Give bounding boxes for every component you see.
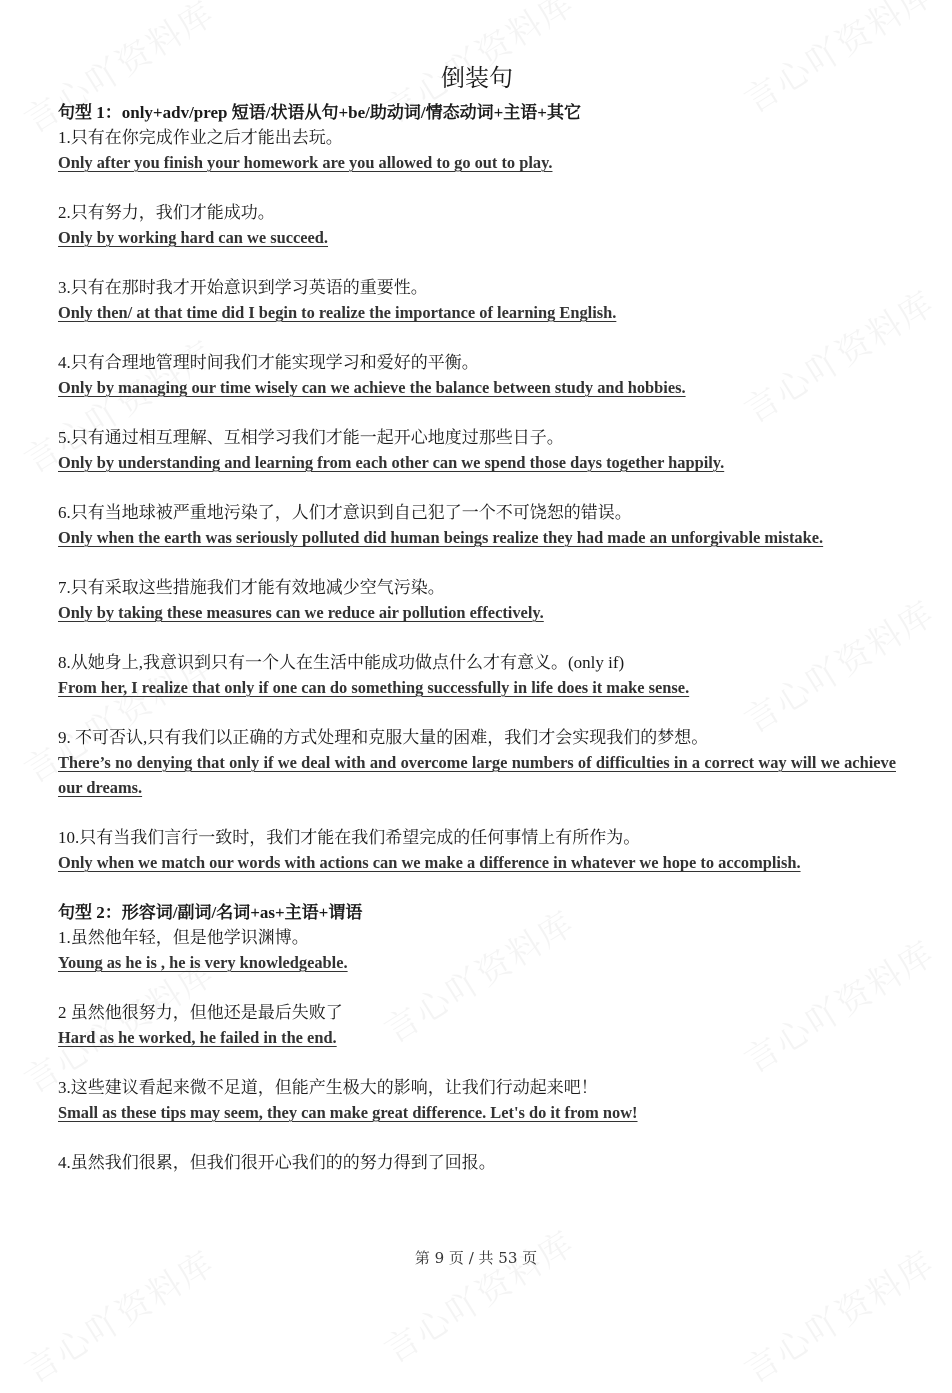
sentence-en-1: Only after you finish your homework are you allowed to go out to play. (58, 153, 553, 172)
sentence2-en-2: Hard as he worked, he failed in the end. (58, 1028, 337, 1047)
section-1-heading: 句型 1：only+adv/prep 短语/状语从句+be/助动词/情态动词+主语+其它 (58, 103, 581, 122)
sentence-cn-5: 5.只有通过相互理解、互相学习我们才能一起开心地度过那些日子。 (58, 428, 564, 447)
document-page (58, 64, 896, 1175)
sentence-cn-4: 4.只有合理地管理时间我们才能实现学习和爱好的平衡。 (58, 353, 479, 372)
sentence-cn-8: 8.从她身上,我意识到只有一个人在生活中能成功做点什么才有意义。(only if) (58, 653, 625, 672)
sentence-en-10: Only when we match our words with actions can we make a difference in whatever we hope to accomplish. (58, 853, 801, 872)
watermark (373, 1216, 582, 1372)
sentence2-en-3: Small as these tips may seem, they can make great difference. Let's do it from now! (58, 1103, 638, 1122)
page-footer: 第 9 页 / 共 53 页 (414, 1249, 538, 1267)
sentence-en-3: Only then/ at that time did I begin to realize the importance of learning English. (58, 303, 617, 322)
sentence2-cn-3: 3.这些建议看起来微不足道，但能产生极大的影响，让我们行动起来吧！ (58, 1078, 598, 1097)
sentence-en-5: Only by understanding and learning from each other can we spend those days together happily. (58, 453, 725, 472)
sentence-cn-2: 2.只有努力，我们才能成功。 (58, 203, 275, 222)
sentence-cn-9: 9. 不可否认,只有我们以正确的方式处理和克服大量的困难，我们才会实现我们的梦想。 (58, 728, 709, 747)
page-title: 倒装句 (441, 66, 513, 92)
sentence-cn-7: 7.只有采取这些措施我们才能有效地减少空气污染。 (58, 578, 445, 597)
sentence-en-6: Only when the earth was seriously polluted did human beings realize they had made an unforgivable mistake. (58, 528, 824, 547)
sentence-cn-1: 1.只有在你完成作业之后才能出去玩。 (58, 128, 343, 147)
sentence-en-7: Only by taking these measures can we reduce air pollution effectively. (58, 603, 544, 622)
sentence-cn-3: 3.只有在那时我才开始意识到学习英语的重要性。 (58, 278, 428, 297)
sentence2-en-1: Young as he is , he is very knowledgeable. (58, 953, 348, 972)
sentence2-cn-4: 4.虽然我们很累，但我们很开心我们的的努力得到了回报。 (58, 1153, 496, 1172)
sentence2-cn-1: 1.虽然他年轻，但是他学识渊博。 (58, 928, 309, 947)
sentence-en-9: There’s no denying that only if we deal with and overcome large numbers of difficulties in a correct way will we achieve our dreams. (58, 753, 896, 797)
section-2-heading: 句型 2：形容词/副词/名词+as+主语+谓语 (58, 903, 363, 922)
sentence-cn-6: 6.只有当地球被严重地污染了，人们才意识到自己犯了一个不可饶恕的错误。 (58, 503, 632, 522)
sentence-en-2: Only by working hard can we succeed. (58, 228, 329, 247)
sentence-cn-10: 10.只有当我们言行一致时，我们才能在我们希望完成的任何事情上有所作为。 (58, 828, 641, 847)
sentence2-cn-2: 2 虽然他很努力，但他还是最后失败了 (58, 1003, 343, 1022)
sentence-en-4: Only by managing our time wisely can we achieve the balance between study and hobbies. (58, 378, 686, 397)
sentence-en-8: From her, I realize that only if one can do something successfully in life does it make sense. (58, 678, 690, 697)
